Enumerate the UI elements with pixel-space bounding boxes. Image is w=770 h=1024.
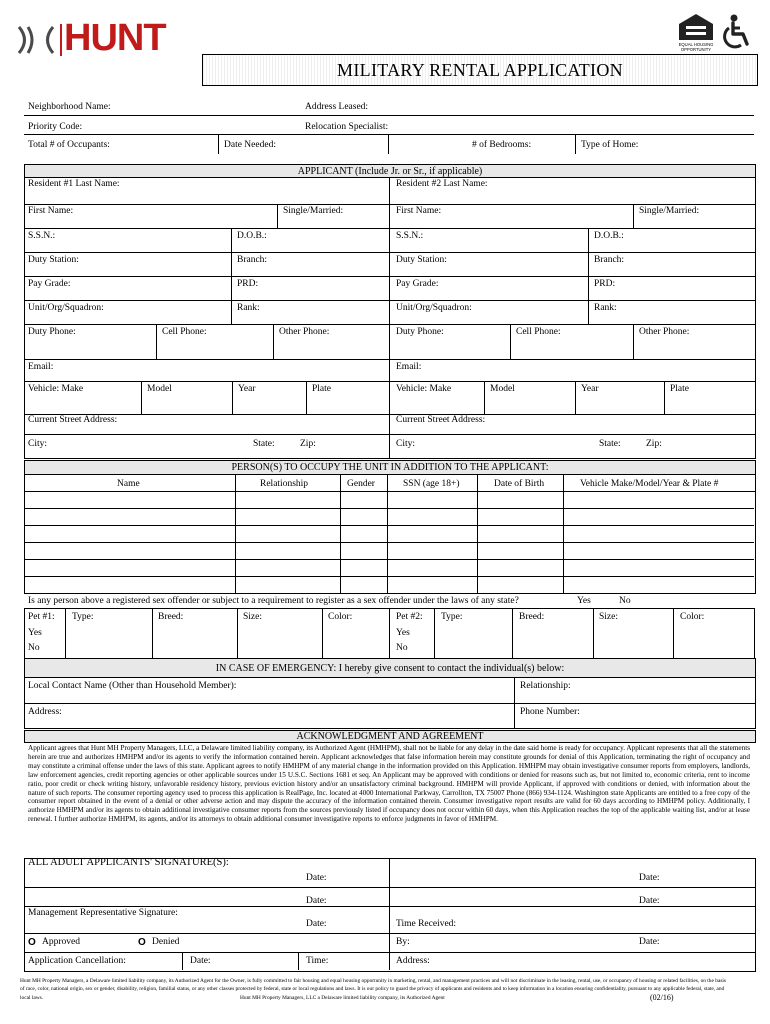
occupant-dob-cell[interactable] xyxy=(478,510,562,524)
management-signature-label: Management Representative Signature: xyxy=(28,908,178,918)
occ-col-ssn: SSN (age 18+) xyxy=(403,479,460,489)
r2-dob-label: D.O.B.: xyxy=(594,231,624,241)
r1-zip-label: Zip: xyxy=(300,439,316,449)
bedrooms-field[interactable] xyxy=(540,137,572,151)
r2-model-field[interactable] xyxy=(486,396,573,412)
occupant-relationship-cell[interactable] xyxy=(236,544,339,558)
hunt-logo-icon xyxy=(16,25,56,55)
r1-rank-label: Rank: xyxy=(237,303,260,313)
divider xyxy=(24,703,755,704)
cancellation-time-field[interactable] xyxy=(332,955,387,969)
divider xyxy=(24,324,755,325)
pet2-yes-option[interactable]: Yes xyxy=(396,628,410,638)
r1-model-field[interactable] xyxy=(143,396,230,412)
occupant-name-cell[interactable] xyxy=(25,527,234,541)
r2-cell-phone-label: Cell Phone: xyxy=(516,327,561,337)
mgmt-date-label: Date: xyxy=(306,919,327,929)
r2-state-label: State: xyxy=(599,439,621,449)
occupant-dob-cell[interactable] xyxy=(478,578,562,592)
r1-current-address-label: Current Street Address: xyxy=(28,415,118,425)
divider xyxy=(24,434,755,435)
divider xyxy=(141,381,142,414)
r2-ssn-field[interactable] xyxy=(428,231,585,250)
applicant-heading-band xyxy=(24,164,756,178)
sig3-date-label: Date: xyxy=(306,896,327,906)
r1-single-married-label: Single/Married: xyxy=(283,206,344,216)
r1-first-name-label: First Name: xyxy=(28,206,74,216)
emergency-address-field[interactable] xyxy=(70,705,512,726)
r2-zip-label: Zip: xyxy=(646,439,662,449)
r2-single-married-field[interactable] xyxy=(636,216,752,227)
r2-last-name-field[interactable] xyxy=(392,191,752,203)
r1-unit-field[interactable] xyxy=(112,303,228,322)
divider xyxy=(24,608,25,658)
bedrooms-label: # of Bedrooms: xyxy=(472,140,532,150)
divider xyxy=(388,134,389,154)
divider xyxy=(24,115,754,116)
neighborhood-name-label: Neighborhood Name: xyxy=(28,102,111,112)
applicant-heading: APPLICANT (Include Jr. or Sr., if applicable) xyxy=(297,166,483,177)
approved-radio-icon: O xyxy=(28,937,36,948)
r1-pay-grade-label: Pay Grade: xyxy=(28,279,71,289)
occupant-vehicle-cell[interactable] xyxy=(564,544,752,558)
divider xyxy=(673,608,674,658)
r2-duty-station-label: Duty Station: xyxy=(396,255,447,265)
occupant-name-cell[interactable] xyxy=(25,510,234,524)
occupant-vehicle-cell[interactable] xyxy=(564,578,752,592)
divider xyxy=(232,381,233,414)
occupant-name-cell[interactable] xyxy=(25,578,234,592)
footer-line-2: of race, color, national origin, sex or gender, disability, religion, familial status, or any other classes protected by federal, state or local regulations and laws. It is our policy to guard the privacy of applicants and residents and to keep information in a location ensuring confidentiality, pursuant to any applicable federal, state, and xyxy=(20,986,725,992)
r2-state-field[interactable] xyxy=(626,437,644,455)
denied-label: Denied xyxy=(152,937,180,947)
pet1-no-option[interactable]: No xyxy=(28,643,40,653)
footer-line-3-center: Hunt MH Property Managers, LLC a Delaware limited liability company, its Authorized Agent xyxy=(240,995,445,1001)
divider xyxy=(218,134,219,154)
type-of-home-field[interactable] xyxy=(645,137,752,151)
divider xyxy=(231,228,232,252)
pet2-type-field[interactable] xyxy=(436,624,510,656)
divider xyxy=(588,300,589,324)
divider xyxy=(24,204,755,205)
r1-plate-field[interactable] xyxy=(308,396,387,412)
divider xyxy=(24,952,755,953)
divider xyxy=(510,324,511,359)
equal-housing-label-1: EQUAL HOUSING xyxy=(678,42,714,47)
acknowledgment-text: Applicant agrees that Hunt MH Property Managers, LLC, a Delaware limited liability company, its Authorized Agent (HMHPM), shall not be liable for any delay in the date said home is ready for occupancy. Applicant represents that all the statements herein are true and authorizes HMHPM and/or its agents to verify the information contained herein. Applicant acknowledges that false information herein may constitute grounds for denial of this Application, terminating the right of occupancy and may constitute a criminal offense under the laws of this state. Applicant agrees to notify HMHPM of any material change in the information provided on this Application. HMHPM may obtain investigative consumer reports from employers, landlords, law enforcement agencies, credit reporting agencies or other applicable sources under 15 U.S.C. Sections 1681 et seq. An Applicant may be approved with conditions or denied for reasons such as, but not limited to, economic criteria, rent to income ratio, poor credit or check writing history, unfavorable residency history, previous eviction history and/or an unsatisfactory criminal background. HMHPM will provide Applicant, if approved with conditions or denied, with information about the nature of such reports. The consumer reporting agency used to process this application is RealPage, Inc. located at 4000 International Parkway, Carrollton, TX 75007 Phone (866) 934-1124. Washington state Applicants are entitled to a free copy of the consumer report obtained in the event of a denial or other adverse action and may dispute the accuracy of the information contained therein. Consumer investigative report results are valid for 60 days according to HMHPM policy. Additionally, I authorize HMHPM and/or its agents to obtain additional investigative consumer reports from the sources previously listed if occupancy does not occur within 60 days, when this Application reaches the top of the applicable waiting list, and/or at lease renewal. I further authorize HMHPM, its agents, and/or its attorneys to obtain additional consumer investigative reports to enforce judgments in favor of HMHPM. xyxy=(28,744,750,824)
r2-vehicle-make-label: Vehicle: Make xyxy=(396,384,452,394)
divider xyxy=(322,608,323,658)
divider xyxy=(277,204,278,228)
occupant-vehicle-cell[interactable] xyxy=(564,510,752,524)
occupant-vehicle-cell[interactable] xyxy=(564,527,752,541)
divider xyxy=(24,276,755,277)
emergency-phone-field[interactable] xyxy=(586,705,752,726)
r2-zip-field[interactable] xyxy=(666,437,752,455)
r1-other-phone-label: Other Phone: xyxy=(279,327,330,337)
resident-column-divider xyxy=(389,177,390,458)
r2-other-phone-field[interactable] xyxy=(635,340,752,357)
pet1-breed-label: Breed: xyxy=(158,612,184,622)
r2-ssn-label: S.S.N.: xyxy=(396,231,424,241)
divider xyxy=(24,906,755,907)
cancellation-date-field[interactable] xyxy=(216,955,296,969)
r2-branch-field[interactable] xyxy=(632,255,752,274)
pet2-label: Pet #2: xyxy=(396,612,423,622)
occ-col-gender: Gender xyxy=(347,479,375,489)
divider xyxy=(575,381,576,414)
r1-last-name-label: Resident #1 Last Name: xyxy=(28,179,120,189)
applicant-signature-1-field[interactable] xyxy=(26,870,304,886)
divider xyxy=(24,359,755,360)
priority-code-field[interactable] xyxy=(95,123,300,134)
occupant-dob-cell[interactable] xyxy=(478,544,562,558)
occupant-gender-cell[interactable] xyxy=(341,544,386,558)
divider xyxy=(231,252,232,276)
emergency-heading: IN CASE OF EMERGENCY: I hereby give consent to contact the individual(s) below: xyxy=(215,663,565,674)
r1-branch-field[interactable] xyxy=(275,255,386,274)
r2-single-married-label: Single/Married: xyxy=(639,206,700,216)
occupant-gender-cell[interactable] xyxy=(341,510,386,524)
wheelchair-accessible-icon xyxy=(721,14,755,50)
by-field[interactable] xyxy=(414,936,636,950)
offender-no-option[interactable]: No xyxy=(619,596,631,606)
occupant-vehicle-cell[interactable] xyxy=(564,561,752,575)
divider xyxy=(24,414,755,415)
cancellation-time-label: Time: xyxy=(306,956,329,966)
pet2-color-label: Color: xyxy=(680,612,705,622)
r1-state-field[interactable] xyxy=(280,437,298,455)
divider xyxy=(484,381,485,414)
divider xyxy=(633,204,634,228)
occupant-relationship-cell[interactable] xyxy=(236,561,339,575)
r2-prd-field[interactable] xyxy=(620,279,752,298)
occupant-name-cell[interactable] xyxy=(25,544,234,558)
r1-other-phone-field[interactable] xyxy=(275,340,387,357)
cancellation-address-label: Address: xyxy=(396,956,430,966)
r1-ssn-label: S.S.N.: xyxy=(28,231,56,241)
divider xyxy=(389,858,390,970)
sig4-date-label: Date: xyxy=(639,896,660,906)
r1-rank-field[interactable] xyxy=(266,303,386,322)
r1-single-married-field[interactable] xyxy=(280,216,386,227)
r1-cell-phone-field[interactable] xyxy=(158,340,271,357)
pet2-color-field[interactable] xyxy=(675,624,752,656)
r1-duty-station-label: Duty Station: xyxy=(28,255,79,265)
r1-ssn-field[interactable] xyxy=(60,231,228,250)
occupant-dob-cell[interactable] xyxy=(478,527,562,541)
r2-email-label: Email: xyxy=(396,362,422,372)
occupant-vehicle-cell[interactable] xyxy=(564,493,752,507)
pet1-type-field[interactable] xyxy=(67,624,150,656)
date-needed-field[interactable] xyxy=(285,137,385,151)
divider xyxy=(575,134,576,154)
cancellation-address-field[interactable] xyxy=(440,955,752,969)
pet1-label: Pet #1: xyxy=(28,612,55,622)
type-of-home-label: Type of Home: xyxy=(581,140,639,150)
occupant-relationship-cell[interactable] xyxy=(236,510,339,524)
pet1-type-label: Type: xyxy=(72,612,94,622)
divider xyxy=(231,300,232,324)
by-label: By: xyxy=(396,937,410,947)
divider xyxy=(389,608,390,658)
r1-duty-phone-label: Duty Phone: xyxy=(28,327,76,337)
occupant-name-cell[interactable] xyxy=(25,493,234,507)
r2-city-field[interactable] xyxy=(418,437,596,455)
pet2-breed-label: Breed: xyxy=(519,612,545,622)
r2-current-address-field[interactable] xyxy=(392,426,752,433)
date-needed-label: Date Needed: xyxy=(224,140,276,150)
divider xyxy=(24,134,754,135)
r2-email-field[interactable] xyxy=(428,362,752,379)
r2-last-name-label: Resident #2 Last Name: xyxy=(396,179,488,189)
r1-dob-field[interactable] xyxy=(270,231,386,250)
applicant-signature-2-field[interactable] xyxy=(392,870,636,886)
r1-city-field[interactable] xyxy=(50,437,250,455)
r1-duty-phone-field[interactable] xyxy=(26,340,154,357)
pet2-size-field[interactable] xyxy=(595,624,671,656)
footer-line-1: Hunt MH Property Managers, a Delaware limited liability company, its Authorized Agent for the Owner, is fully committed to fair housing and equal housing opportunity in marketing, rental, and management practices and will not discriminate in the leasing, rental, use, or occupancy of housing or related facilities, on the basis xyxy=(20,978,727,984)
divider xyxy=(24,228,755,229)
divider xyxy=(588,252,589,276)
emergency-heading-band xyxy=(24,658,756,678)
pet2-size-label: Size: xyxy=(599,612,618,622)
occupant-name-cell[interactable] xyxy=(25,561,234,575)
occ-col-relationship: Relationship xyxy=(260,479,309,489)
r1-dob-label: D.O.B.: xyxy=(237,231,267,241)
time-received-label: Time Received: xyxy=(396,919,457,929)
divider xyxy=(156,324,157,359)
occupant-ssn-cell[interactable] xyxy=(388,544,476,558)
address-leased-label: Address Leased: xyxy=(305,102,369,112)
relocation-specialist-label: Relocation Specialist: xyxy=(305,122,389,132)
divider xyxy=(434,608,435,658)
divider xyxy=(237,608,238,658)
total-occupants-field[interactable] xyxy=(120,137,215,151)
r1-vehicle-make-label: Vehicle: Make xyxy=(28,384,84,394)
r1-zip-field[interactable] xyxy=(320,437,386,455)
divider xyxy=(633,324,634,359)
r1-pay-grade-field[interactable] xyxy=(80,279,228,298)
r2-plate-field[interactable] xyxy=(666,396,752,412)
divider xyxy=(24,300,755,301)
occupant-dob-cell[interactable] xyxy=(478,493,562,507)
divider xyxy=(182,952,183,970)
r1-plate-label: Plate xyxy=(312,384,331,394)
r2-city-label: City: xyxy=(396,439,416,449)
occ-col-dob: Date of Birth xyxy=(494,479,545,489)
divider xyxy=(24,252,755,253)
occupant-relationship-cell[interactable] xyxy=(236,578,339,592)
by-date-label: Date: xyxy=(639,937,660,947)
r2-model-label: Model xyxy=(490,384,515,394)
occupant-ssn-cell[interactable] xyxy=(388,561,476,575)
r1-prd-label: PRD: xyxy=(237,279,259,289)
r1-duty-station-field[interactable] xyxy=(90,255,228,274)
denied-radio-icon: O xyxy=(138,937,146,948)
adult-signatures-label: ALL ADULT APPLICANTS' SIGNATURE(S): xyxy=(28,857,229,868)
cancellation-label: Application Cancellation: xyxy=(28,956,126,966)
occupant-ssn-cell[interactable] xyxy=(388,493,476,507)
r2-first-name-label: First Name: xyxy=(396,206,442,216)
sig2-date-label: Date: xyxy=(639,873,660,883)
divider xyxy=(24,887,755,888)
occ-col-name: Name xyxy=(117,479,140,489)
r1-email-field[interactable] xyxy=(60,362,386,379)
r1-vehicle-make-field[interactable] xyxy=(26,396,139,412)
r2-pay-grade-label: Pay Grade: xyxy=(396,279,439,289)
occupant-dob-cell[interactable] xyxy=(478,561,562,575)
r2-duty-station-field[interactable] xyxy=(458,255,585,274)
r1-year-field[interactable] xyxy=(234,396,304,412)
priority-code-label: Priority Code: xyxy=(28,122,83,132)
r1-email-label: Email: xyxy=(28,362,54,372)
occupant-relationship-cell[interactable] xyxy=(236,493,339,507)
occupant-relationship-cell[interactable] xyxy=(236,527,339,541)
r2-plate-label: Plate xyxy=(670,384,689,394)
divider xyxy=(152,608,153,658)
divider xyxy=(588,228,589,252)
occupant-ssn-cell[interactable] xyxy=(388,510,476,524)
emergency-address-label: Address: xyxy=(28,707,62,717)
r2-year-label: Year xyxy=(581,384,599,394)
acknowledgment-heading-band xyxy=(24,730,756,743)
relocation-specialist-field[interactable] xyxy=(400,123,752,134)
neighborhood-name-field[interactable] xyxy=(120,104,300,115)
management-signature-field[interactable] xyxy=(26,920,304,931)
divider xyxy=(588,276,589,300)
occupants-heading: PERSON(S) TO OCCUPY THE UNIT IN ADDITION TO THE APPLICANT: xyxy=(231,462,549,473)
divider xyxy=(754,608,755,658)
r1-state-label: State: xyxy=(253,439,275,449)
offender-question: Is any person above a registered sex offender or subject to a requirement to register as a sex offender under the laws of any state? xyxy=(28,596,519,606)
occupant-ssn-cell[interactable] xyxy=(388,578,476,592)
equal-housing-label-2: OPPORTUNITY xyxy=(680,47,712,52)
r1-current-address-field[interactable] xyxy=(26,426,386,433)
divider xyxy=(24,933,755,934)
pet2-no-option[interactable]: No xyxy=(396,643,408,653)
r2-rank-label: Rank: xyxy=(594,303,617,313)
divider xyxy=(664,381,665,414)
r1-model-label: Model xyxy=(147,384,172,394)
address-leased-field[interactable] xyxy=(374,104,752,115)
emergency-phone-label: Phone Number: xyxy=(520,707,580,717)
r2-other-phone-label: Other Phone: xyxy=(639,327,690,337)
r2-cell-phone-field[interactable] xyxy=(512,340,631,357)
approved-radio[interactable] xyxy=(28,937,88,949)
r1-unit-label: Unit/Org/Squadron: xyxy=(28,303,104,313)
footer-line-3-left: local laws. xyxy=(20,995,44,1001)
r2-unit-field[interactable] xyxy=(480,303,585,322)
pet1-yes-option[interactable]: Yes xyxy=(28,628,42,638)
r2-pay-grade-field[interactable] xyxy=(448,279,585,298)
by-date-field[interactable] xyxy=(664,936,752,950)
form-title: MILITARY RENTAL APPLICATION xyxy=(337,60,623,80)
r2-unit-label: Unit/Org/Squadron: xyxy=(396,303,472,313)
occupant-gender-cell[interactable] xyxy=(341,527,386,541)
occ-col-vehicle: Vehicle Make/Model/Year & Plate # xyxy=(580,479,719,489)
footer-version: (02/16) xyxy=(650,993,674,1002)
r1-cell-phone-label: Cell Phone: xyxy=(162,327,207,337)
pet2-breed-field[interactable] xyxy=(514,624,591,656)
r2-branch-label: Branch: xyxy=(594,255,625,265)
r1-first-name-field[interactable] xyxy=(26,216,274,227)
time-received-field[interactable] xyxy=(468,916,752,931)
divider xyxy=(512,608,513,658)
applicant-signature-3-field[interactable] xyxy=(26,890,304,904)
r2-dob-field[interactable] xyxy=(628,231,752,250)
r2-current-address-label: Current Street Address: xyxy=(396,415,486,425)
emergency-relationship-field[interactable] xyxy=(580,680,752,701)
form-title-box xyxy=(202,54,758,86)
r2-duty-phone-label: Duty Phone: xyxy=(396,327,444,337)
sig1-date-label: Date: xyxy=(306,873,327,883)
occupant-gender-cell[interactable] xyxy=(341,493,386,507)
divider xyxy=(306,381,307,414)
denied-radio[interactable] xyxy=(138,937,198,949)
pet1-color-field[interactable] xyxy=(324,624,387,656)
local-contact-label: Local Contact Name (Other than Household Member): xyxy=(28,681,237,691)
r1-prd-field[interactable] xyxy=(264,279,386,298)
divider xyxy=(298,952,299,970)
r2-first-name-field[interactable] xyxy=(392,216,630,227)
acknowledgment-heading: ACKNOWLEDGMENT AND AGREEMENT xyxy=(296,731,484,742)
r1-city-label: City: xyxy=(28,439,48,449)
local-contact-field[interactable] xyxy=(26,692,512,702)
r2-year-field[interactable] xyxy=(577,396,662,412)
r1-branch-label: Branch: xyxy=(237,255,268,265)
occupant-ssn-cell[interactable] xyxy=(388,527,476,541)
divider xyxy=(593,608,594,658)
pet1-size-field[interactable] xyxy=(239,624,320,656)
r2-rank-field[interactable] xyxy=(624,303,752,322)
r1-last-name-field[interactable] xyxy=(26,191,386,203)
pet1-size-label: Size: xyxy=(243,612,262,622)
r1-year-label: Year xyxy=(238,384,256,394)
divider xyxy=(24,381,755,382)
approved-label: Approved xyxy=(42,937,80,947)
divider xyxy=(231,276,232,300)
hunt-logo-text: HUNT xyxy=(64,17,166,59)
cancellation-date-label: Date: xyxy=(190,956,211,966)
offender-yes-option[interactable]: Yes xyxy=(577,596,591,606)
divider xyxy=(273,324,274,359)
pet1-color-label: Color: xyxy=(328,612,353,622)
r2-vehicle-make-field[interactable] xyxy=(392,396,482,412)
occupant-gender-cell[interactable] xyxy=(341,578,386,592)
emergency-relationship-label: Relationship: xyxy=(520,681,571,691)
pet2-type-label: Type: xyxy=(441,612,463,622)
occupant-gender-cell[interactable] xyxy=(341,561,386,575)
pet1-breed-field[interactable] xyxy=(154,624,235,656)
applicant-signature-4-field[interactable] xyxy=(392,890,636,904)
total-occupants-label: Total # of Occupants: xyxy=(28,140,110,150)
divider xyxy=(65,608,66,658)
r2-prd-label: PRD: xyxy=(594,279,616,289)
r2-duty-phone-field[interactable] xyxy=(392,340,508,357)
